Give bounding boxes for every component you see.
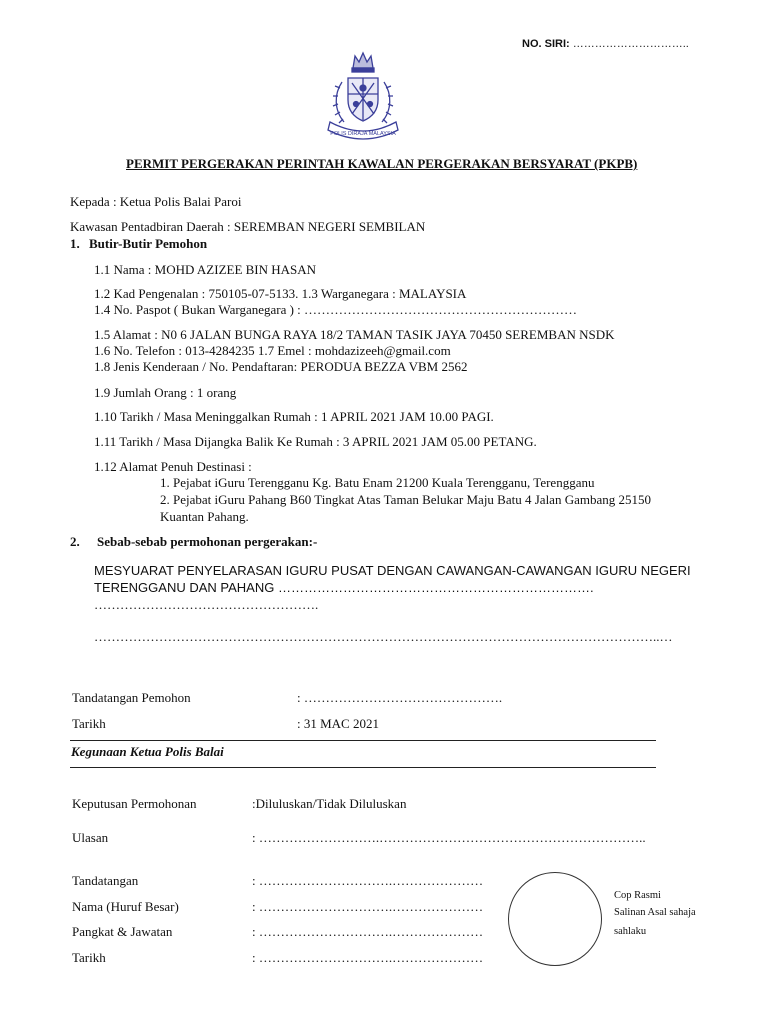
serial-dots: ………………………….. [572, 38, 689, 50]
remarks-label: Ulasan [72, 830, 109, 845]
district-line: Kawasan Pentadbiran Daerah : SEREMBAN NEGERI SEMBILAN [70, 219, 426, 234]
reason-line-3: ……………………………………………. [94, 597, 319, 612]
officer-name-value: : ………………………….………………… [252, 899, 484, 914]
field-passport: 1.4 No. Paspot ( Bukan Warganegara ) : ……………………………………………………… [94, 302, 578, 317]
officer-date-label: Tarikh [72, 950, 106, 965]
divider-top [70, 740, 656, 741]
field-name: 1.1 Nama : MOHD AZIZEE BIN HASAN [94, 262, 317, 277]
page-title: PERMIT PERGERAKAN PERINTAH KAWALAN PERGERAKAN BERSYARAT (PKPB) [126, 156, 638, 171]
section-1-title: Butir-Butir Pemohon [89, 236, 208, 251]
applicant-date-label: Tarikh [72, 716, 106, 731]
serial-label: NO. SIRI: [522, 38, 570, 50]
applicant-signature-value: : ………………………………………. [297, 690, 503, 705]
reason-line-4: …………………………………………………………………………………………………………………..… [94, 629, 673, 644]
section-1-number: 1. [70, 236, 80, 251]
stamp-note-3: sahlaku [614, 926, 647, 937]
officer-name-label: Nama (Huruf Besar) [72, 899, 179, 914]
officer-rank-value: : ………………………….………………… [252, 924, 484, 939]
field-address: 1.5 Alamat : N0 6 JALAN BUNGA RAYA 18/2 TAMAN TASIK JAYA 70450 SEREMBAN NSDK [94, 327, 615, 342]
section-2-heading [70, 534, 317, 550]
field-phone-email: 1.6 No. Telefon : 013-4284235 1.7 Emel : mohdazizeeh@gmail.com [94, 343, 451, 358]
officer-signature-value: : ………………………….………………… [252, 873, 484, 888]
stamp-note-1: Cop Rasmi [614, 890, 661, 901]
section-2-title: Sebab-sebab permohonan pergerakan:- [97, 534, 318, 549]
decision-label: Keputusan Permohonan [72, 796, 197, 811]
destination-item-2-cont: Kuantan Pahang. [160, 509, 249, 524]
official-stamp-circle [508, 872, 602, 966]
stamp-note-2: Salinan Asal sahaja [614, 907, 696, 918]
serial-number [522, 38, 689, 50]
section-2-number: 2. [70, 534, 80, 549]
reason-line-2: TERENGGANU DAN PAHANG ………………………………………………………………. [94, 580, 594, 595]
decision-value: :Diluluskan/Tidak Diluluskan [252, 796, 407, 811]
field-people-count: 1.9 Jumlah Orang : 1 orang [94, 385, 237, 400]
officer-use-heading: Kegunaan Ketua Polis Balai [71, 744, 224, 759]
destination-item-1: 1. Pejabat iGuru Terengganu Kg. Batu Enam 21200 Kuala Terengganu, Terengganu [160, 475, 595, 490]
officer-rank-label: Pangkat & Jawatan [72, 924, 173, 939]
officer-date-value: : ………………………….………………… [252, 950, 484, 965]
field-destination-label: 1.12 Alamat Penuh Destinasi : [94, 459, 252, 474]
section-1-heading [70, 236, 207, 252]
officer-signature-label: Tandatangan [72, 873, 139, 888]
field-vehicle: 1.8 Jenis Kenderaan / No. Pendaftaran: PERODUA BEZZA VBM 2562 [94, 359, 468, 374]
field-return-time: 1.11 Tarikh / Masa Dijangka Balik Ke Rumah : 3 APRIL 2021 JAM 05.00 PETANG. [94, 434, 537, 449]
svg-text:POLIS DIRAJA MALAYSIA: POLIS DIRAJA MALAYSIA [330, 131, 396, 137]
reason-line-1: MESYUARAT PENYELARASAN IGURU PUSAT DENGAN CAWANGAN-CAWANGAN IGURU NEGERI [94, 563, 691, 578]
applicant-signature-label: Tandatangan Pemohon [72, 690, 191, 705]
police-crest-logo [318, 48, 408, 144]
remarks-value: : ……………………….…………………………………………………….. [252, 830, 646, 845]
destination-item-2: 2. Pejabat iGuru Pahang B60 Tingkat Atas Taman Belukar Maju Batu 4 Jalan Gambang 25150 [160, 492, 651, 507]
addressee-line: Kepada : Ketua Polis Balai Paroi [70, 194, 242, 209]
field-ic: 1.2 Kad Pengenalan : 750105-07-5133. 1.3 Warganegara : MALAYSIA [94, 286, 467, 301]
applicant-date-value: : 31 MAC 2021 [297, 716, 379, 731]
field-leave-time: 1.10 Tarikh / Masa Meninggalkan Rumah : 1 APRIL 2021 JAM 10.00 PAGI. [94, 409, 494, 424]
divider-bottom [70, 767, 656, 768]
